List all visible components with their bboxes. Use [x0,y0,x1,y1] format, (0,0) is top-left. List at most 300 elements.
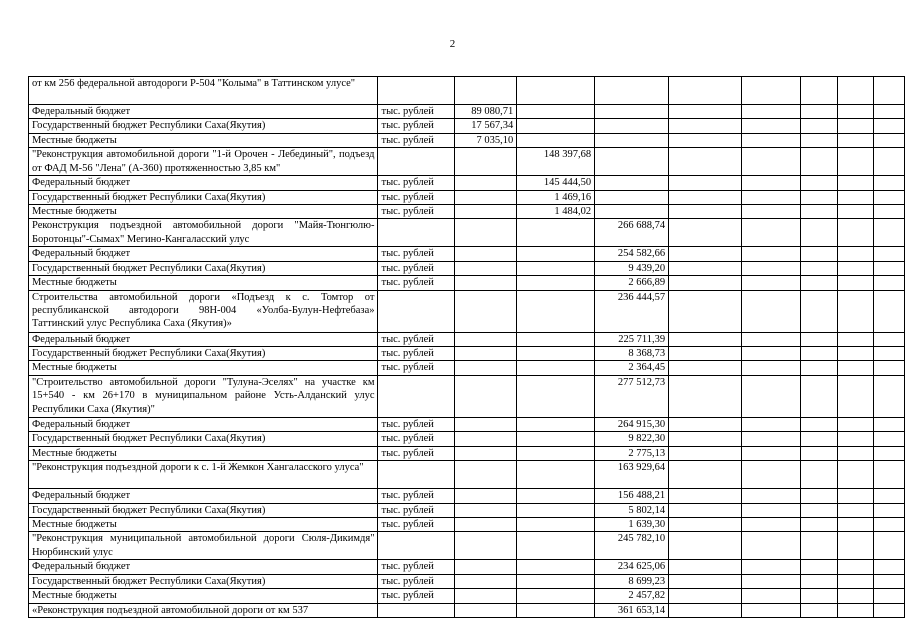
budget-source-cell: Местные бюджеты [29,276,378,290]
value-cell [741,219,800,247]
value-cell: 145 444,50 [517,176,595,190]
unit-cell [378,375,454,417]
value-cell [801,247,838,261]
value-cell [454,205,517,219]
value-cell [837,461,874,489]
value-cell [517,489,595,503]
value-cell [874,503,905,517]
value-cell [801,574,838,588]
value-cell [801,190,838,204]
value-cell [874,589,905,603]
value-cell [669,532,742,560]
value-cell [741,148,800,176]
table-row [29,489,905,503]
value-cell [669,489,742,503]
page-number: 2 [449,38,456,50]
value-cell [801,589,838,603]
unit-cell: тыс. рублей [378,432,454,446]
value-cell: 1 639,30 [595,517,669,531]
value-cell [837,503,874,517]
value-cell [517,446,595,460]
value-cell [454,574,517,588]
value-cell [741,603,800,617]
budget-source-cell: Местные бюджеты [29,446,378,460]
value-cell [595,148,669,176]
unit-cell [378,603,454,617]
value-cell [801,219,838,247]
budget-source-cell: Государственный бюджет Республики Саха(Якутия) [29,261,378,275]
unit-cell [378,532,454,560]
value-cell [741,261,800,275]
value-cell [517,119,595,133]
value-cell [454,77,517,105]
value-cell [454,247,517,261]
value-cell [454,261,517,275]
value-cell [874,574,905,588]
value-cell: 163 929,64 [595,461,669,489]
value-cell [874,532,905,560]
value-cell [801,119,838,133]
value-cell [741,205,800,219]
value-cell [837,276,874,290]
budget-source-cell: Государственный бюджет Республики Саха(Якутия) [29,347,378,361]
value-cell [517,361,595,375]
value-cell [874,375,905,417]
value-cell [669,119,742,133]
value-cell [669,517,742,531]
budget-source-cell: Государственный бюджет Республики Саха(Якутия) [29,503,378,517]
value-cell [874,290,905,332]
budget-source-cell: Государственный бюджет Республики Саха(Якутия) [29,574,378,588]
value-cell: 245 782,10 [595,532,669,560]
value-cell [454,532,517,560]
value-cell [837,603,874,617]
value-cell [837,347,874,361]
table-row [29,276,905,290]
value-cell [874,77,905,105]
value-cell [837,261,874,275]
value-cell [517,574,595,588]
value-cell [517,461,595,489]
value-cell [517,219,595,247]
budget-source-cell: Местные бюджеты [29,133,378,147]
value-cell [874,347,905,361]
value-cell [801,332,838,346]
value-cell [801,276,838,290]
value-cell: 361 653,14 [595,603,669,617]
value-cell [801,503,838,517]
value-cell [517,247,595,261]
table-row [29,205,905,219]
value-cell [454,347,517,361]
value-cell [837,446,874,460]
project-name-cell: Реконструкция подъездной автомобильной дороги "Майя-Тюнгюлю-Боротонцы"-Сымах" Мегино-Кангаласский улус [29,219,378,247]
project-name-cell: "Строительство автомобильной дороги "Тулуна-Эселях" на участке км 15+540 - км 26+170 в муниципальном районе Усть-Алданский улус Республики Саха (Якутия)" [29,375,378,417]
value-cell [517,589,595,603]
value-cell [801,133,838,147]
value-cell: 9 439,20 [595,261,669,275]
unit-cell [378,148,454,176]
value-cell [517,503,595,517]
budget-source-cell: Федеральный бюджет [29,247,378,261]
value-cell [669,133,742,147]
value-cell [801,560,838,574]
table-row [29,446,905,460]
value-cell: 148 397,68 [517,148,595,176]
budget-source-cell: Местные бюджеты [29,589,378,603]
project-name-cell: "Реконструкция муниципальной автомобильной дороги Сюля-Дикимдя" Нюрбинский улус [29,532,378,560]
unit-cell: тыс. рублей [378,503,454,517]
value-cell: 266 688,74 [595,219,669,247]
table-row [29,219,905,247]
unit-cell: тыс. рублей [378,133,454,147]
value-cell: 236 444,57 [595,290,669,332]
value-cell [454,603,517,617]
value-cell [741,375,800,417]
table-row [29,247,905,261]
value-cell [837,375,874,417]
value-cell [837,361,874,375]
value-cell [874,489,905,503]
value-cell [454,461,517,489]
value-cell [454,361,517,375]
value-cell [454,432,517,446]
value-cell [669,148,742,176]
value-cell [595,190,669,204]
value-cell [517,560,595,574]
value-cell [669,219,742,247]
value-cell [801,517,838,531]
value-cell [837,517,874,531]
value-cell [454,417,517,431]
table-row [29,574,905,588]
unit-cell: тыс. рублей [378,574,454,588]
value-cell [595,176,669,190]
value-cell [669,290,742,332]
value-cell [741,517,800,531]
project-name-cell: "Реконструкция подъездной дороги к с. 1-й Жемкон Хангаласского улуса" [29,461,378,489]
value-cell [874,560,905,574]
value-cell [669,589,742,603]
value-cell [669,105,742,119]
value-cell [669,461,742,489]
budget-source-cell: Федеральный бюджет [29,105,378,119]
unit-cell: тыс. рублей [378,205,454,219]
value-cell [741,247,800,261]
unit-cell: тыс. рублей [378,332,454,346]
value-cell [874,332,905,346]
value-cell [874,190,905,204]
project-name-cell: "Реконструкция автомобильной дороги "1-й Орочен - Лебединый", подъезд от ФАД М-56 "Лена" (А-360) протяженностью 3,85 км" [29,148,378,176]
table-row [29,332,905,346]
value-cell [741,347,800,361]
value-cell [874,176,905,190]
unit-cell: тыс. рублей [378,347,454,361]
table-row [29,119,905,133]
unit-cell: тыс. рублей [378,247,454,261]
unit-cell: тыс. рублей [378,105,454,119]
value-cell [669,503,742,517]
value-cell [454,589,517,603]
value-cell [874,119,905,133]
table-row [29,375,905,417]
unit-cell: тыс. рублей [378,446,454,460]
value-cell [454,148,517,176]
budget-source-cell: Федеральный бюджет [29,332,378,346]
value-cell [837,190,874,204]
value-cell [517,290,595,332]
value-cell [741,276,800,290]
value-cell: 2 457,82 [595,589,669,603]
value-cell [517,532,595,560]
value-cell [517,347,595,361]
budget-source-cell: Государственный бюджет Республики Саха(Якутия) [29,432,378,446]
budget-source-cell: Местные бюджеты [29,361,378,375]
value-cell [874,461,905,489]
unit-cell: тыс. рублей [378,119,454,133]
value-cell: 8 368,73 [595,347,669,361]
value-cell [669,417,742,431]
unit-cell: тыс. рублей [378,276,454,290]
unit-cell: тыс. рублей [378,517,454,531]
value-cell: 9 822,30 [595,432,669,446]
value-cell [669,190,742,204]
table-row [29,432,905,446]
value-cell [595,133,669,147]
value-cell [837,105,874,119]
project-name-cell: «Реконструкция подъездной автомобильной дороги от км 537 [29,603,378,617]
unit-cell: тыс. рублей [378,261,454,275]
value-cell: 17 567,34 [454,119,517,133]
value-cell [741,176,800,190]
value-cell [837,290,874,332]
value-cell [837,560,874,574]
value-cell [801,432,838,446]
value-cell [801,603,838,617]
table-row [29,347,905,361]
unit-cell: тыс. рублей [378,417,454,431]
table-row [29,517,905,531]
unit-cell [378,290,454,332]
value-cell [837,574,874,588]
value-cell [837,219,874,247]
value-cell: 7 035,10 [454,133,517,147]
value-cell [741,190,800,204]
table-row [29,133,905,147]
value-cell [741,133,800,147]
value-cell [801,148,838,176]
value-cell [454,489,517,503]
value-cell [837,205,874,219]
value-cell [669,375,742,417]
value-cell: 1 469,16 [517,190,595,204]
table-row [29,361,905,375]
unit-cell: тыс. рублей [378,489,454,503]
table-row [29,560,905,574]
value-cell [517,603,595,617]
table-row [29,190,905,204]
value-cell [517,133,595,147]
value-cell [454,276,517,290]
value-cell [669,560,742,574]
value-cell [669,77,742,105]
value-cell [741,446,800,460]
value-cell [517,375,595,417]
table-row [29,261,905,275]
value-cell [741,503,800,517]
value-cell [801,290,838,332]
value-cell [741,119,800,133]
value-cell [837,489,874,503]
value-cell [454,503,517,517]
value-cell [741,290,800,332]
value-cell [741,560,800,574]
value-cell [454,560,517,574]
value-cell [837,119,874,133]
value-cell [741,361,800,375]
unit-cell: тыс. рублей [378,176,454,190]
table-row [29,105,905,119]
value-cell [837,589,874,603]
budget-source-cell: Местные бюджеты [29,517,378,531]
value-cell [837,148,874,176]
value-cell [669,332,742,346]
budget-source-cell: Местные бюджеты [29,205,378,219]
value-cell [741,461,800,489]
value-cell: 8 699,23 [595,574,669,588]
project-name-cell: Строительства автомобильной дороги «Подъезд к с. Томтор от республиканской автодороги 98Н-004 «Уолба-Булун-Нефтебаза» Таттинский улус Республика Саха (Якутия)» [29,290,378,332]
value-cell [874,133,905,147]
unit-cell: тыс. рублей [378,560,454,574]
value-cell: 2 364,45 [595,361,669,375]
value-cell [874,205,905,219]
value-cell [669,361,742,375]
value-cell [874,446,905,460]
budget-table [28,76,905,618]
value-cell [741,417,800,431]
value-cell [741,332,800,346]
value-cell [874,361,905,375]
budget-source-cell: Государственный бюджет Республики Саха(Якутия) [29,119,378,133]
value-cell [874,148,905,176]
value-cell: 1 484,02 [517,205,595,219]
value-cell [801,205,838,219]
value-cell [801,417,838,431]
value-cell [801,77,838,105]
value-cell [837,432,874,446]
table-row [29,148,905,176]
value-cell [517,432,595,446]
value-cell [669,176,742,190]
table-row [29,461,905,489]
value-cell [741,105,800,119]
value-cell [874,432,905,446]
value-cell [669,446,742,460]
value-cell [801,375,838,417]
value-cell [874,517,905,531]
value-cell [669,574,742,588]
value-cell: 2 666,89 [595,276,669,290]
value-cell [669,432,742,446]
value-cell [837,176,874,190]
budget-source-cell: Государственный бюджет Республики Саха(Якутия) [29,190,378,204]
value-cell [801,446,838,460]
table-row [29,417,905,431]
value-cell [741,489,800,503]
value-cell [874,603,905,617]
table-row [29,503,905,517]
value-cell: 5 802,14 [595,503,669,517]
value-cell: 2 775,13 [595,446,669,460]
value-cell [454,446,517,460]
value-cell: 234 625,06 [595,560,669,574]
value-cell [874,261,905,275]
unit-cell [378,77,454,105]
budget-source-cell: Федеральный бюджет [29,176,378,190]
value-cell [517,105,595,119]
value-cell [801,261,838,275]
value-cell: 254 582,66 [595,247,669,261]
value-cell [669,603,742,617]
unit-cell [378,219,454,247]
value-cell [801,489,838,503]
value-cell [595,119,669,133]
value-cell [801,361,838,375]
value-cell [801,176,838,190]
value-cell [669,261,742,275]
value-cell [595,205,669,219]
value-cell [874,219,905,247]
value-cell [595,77,669,105]
value-cell [454,190,517,204]
value-cell: 264 915,30 [595,417,669,431]
table-row [29,603,905,617]
value-cell [837,77,874,105]
value-cell [454,332,517,346]
value-cell [874,247,905,261]
unit-cell: тыс. рублей [378,190,454,204]
value-cell [874,417,905,431]
value-cell [454,517,517,531]
value-cell: 277 512,73 [595,375,669,417]
value-cell [517,77,595,105]
value-cell [454,219,517,247]
value-cell [517,261,595,275]
value-cell [595,105,669,119]
value-cell [669,276,742,290]
table-row [29,77,905,105]
value-cell [801,461,838,489]
value-cell [454,290,517,332]
unit-cell: тыс. рублей [378,361,454,375]
value-cell [517,417,595,431]
unit-cell [378,461,454,489]
table-row [29,532,905,560]
value-cell [801,347,838,361]
project-name-cell: от км 256 федеральной автодороги Р-504 "Колыма" в Таттинском улусе" [29,77,378,105]
value-cell [741,574,800,588]
value-cell [741,77,800,105]
table-row [29,176,905,190]
value-cell: 156 488,21 [595,489,669,503]
value-cell [669,347,742,361]
value-cell [454,375,517,417]
value-cell: 225 711,39 [595,332,669,346]
budget-source-cell: Федеральный бюджет [29,489,378,503]
value-cell [837,532,874,560]
value-cell [669,205,742,219]
budget-source-cell: Федеральный бюджет [29,417,378,431]
